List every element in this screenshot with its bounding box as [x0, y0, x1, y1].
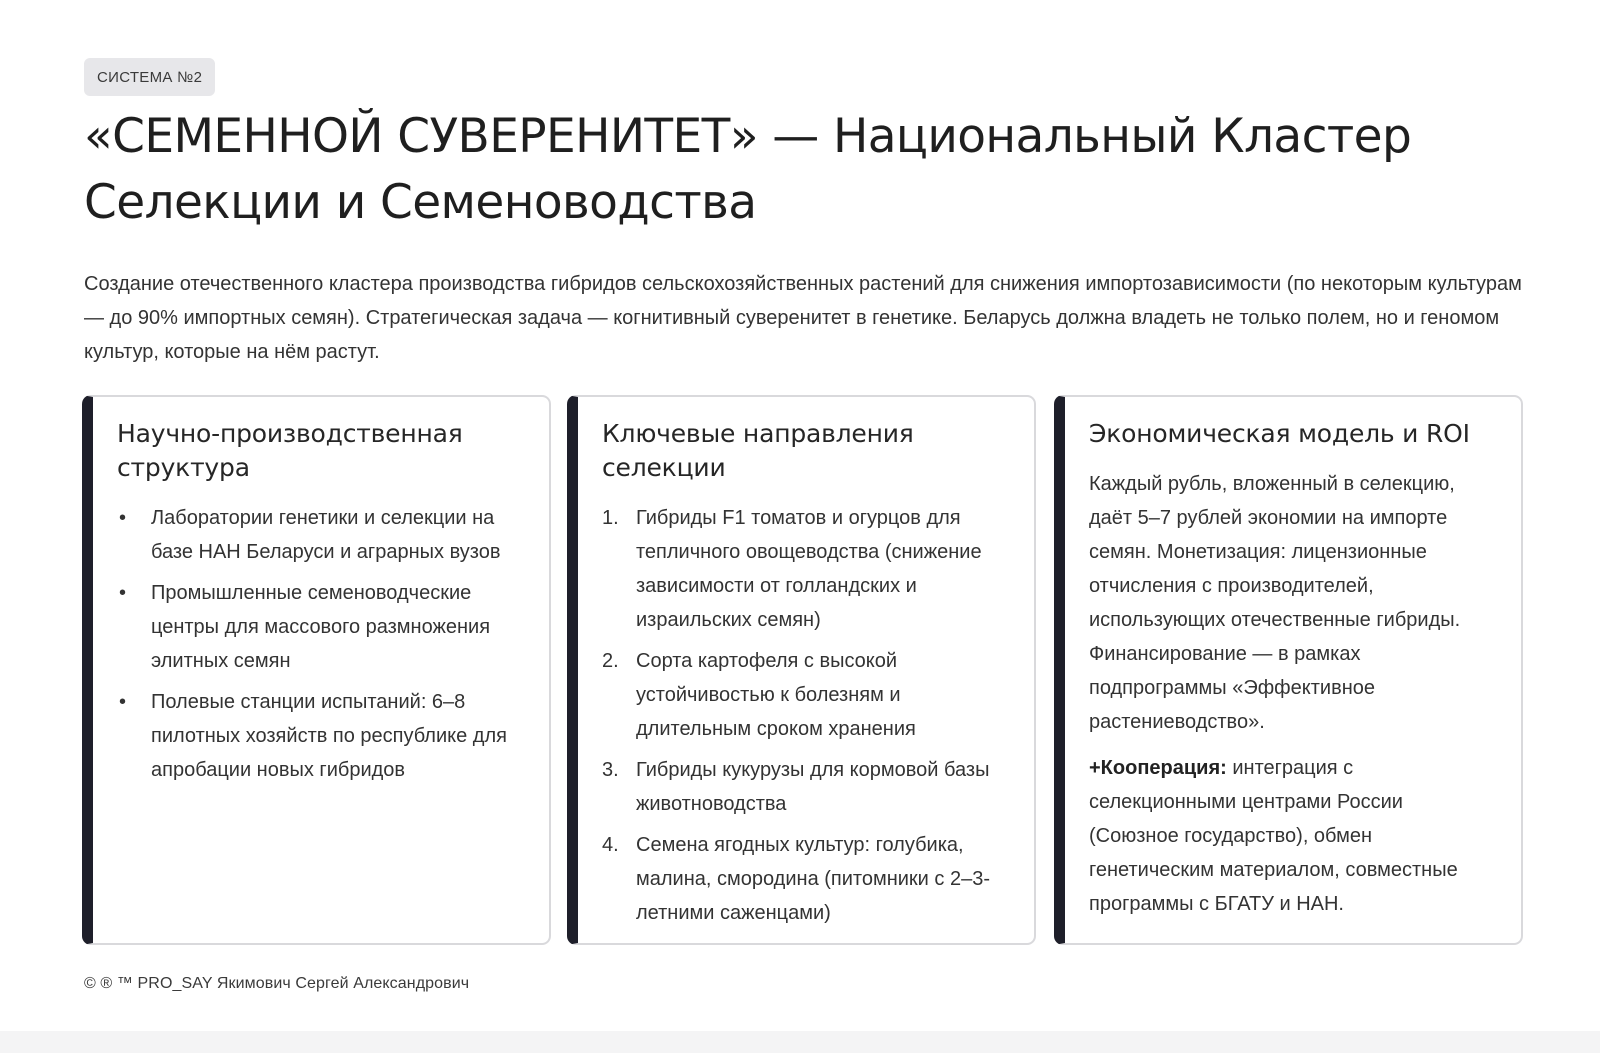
list-number: 1. — [602, 507, 619, 529]
card-title: Ключевые направления селекции — [602, 419, 914, 482]
card-structure — [82, 395, 551, 945]
list-item: • Лаборатории генетики и селекции на базе НАН Беларуси и аграрных вузов — [117, 501, 523, 569]
card-title: Научно-производственная структура — [117, 419, 463, 482]
list-number: 3. — [602, 759, 619, 781]
list-item — [602, 501, 1008, 637]
list-item-text: Сорта картофеля с высокой устойчивостью к болезням и длительным сроком хранения — [636, 650, 916, 740]
list-item — [602, 828, 1008, 930]
list-item — [602, 644, 1008, 746]
list-item-text: Гибриды кукурузы для кормовой базы животноводства — [636, 759, 990, 815]
list-item-text: Семена ягодных культур: голубика, малина, смородина (питомники с 2–3-летними саженцами) — [636, 834, 990, 924]
bullet-list — [117, 501, 523, 787]
list-item — [602, 753, 1008, 821]
card-title: Экономическая модель и ROI — [1089, 419, 1470, 448]
system-badge: СИСТЕМА №2 — [84, 58, 215, 96]
lead-paragraph: Создание отечественного кластера производства гибридов сельскохозяйственных растений для снижения импортозависимости (по некоторым культурам — до 90% импортных семян). Стратегическая задача — когнитивный суверенитет в генетике. Беларусь должна владеть не только полем, но и геномом культур, которые на нём растут. — [84, 273, 1522, 363]
list-number: 2. — [602, 650, 619, 672]
card-directions — [567, 395, 1036, 945]
card-economics — [1054, 395, 1523, 945]
cooperation-label: +Кооперация: — [1089, 757, 1227, 779]
list-item: • Полевые станции испытаний: 6–8 пилотных хозяйств по республике для апробации новых гибридов — [117, 685, 523, 787]
list-item-text: Гибриды F1 томатов и огурцов для тепличного овощеводства (снижение зависимости от голландских и израильских семян) — [636, 507, 982, 631]
footer-copyright: © ® ™ PRO_SAY Якимович Сергей Александрович — [84, 975, 470, 992]
cooperation-text: интеграция с селекционными центрами России (Союзное государство), обмен генетическим материалом, совместные программы с БГАТУ и НАН. — [1089, 757, 1458, 915]
numbered-list — [602, 501, 1008, 930]
list-number: 4. — [602, 834, 619, 856]
cooperation-paragraph — [1089, 751, 1495, 921]
list-item: • Промышленные семеноводческие центры для массового размножения элитных семян — [117, 576, 523, 678]
page-title: «СЕМЕННОЙ СУВЕРЕНИТЕТ» — Национальный Кластер Селекции и Семеноводства — [84, 109, 1412, 230]
economics-paragraph: Каждый рубль, вложенный в селекцию, даёт 5–7 рублей экономии на импорте семян. Монетизация: лицензионные отчисления с производителей, использующих отечественные гибриды. Финансирование — в рамках подпрограммы «Эффективное растениеводство». — [1089, 473, 1461, 733]
